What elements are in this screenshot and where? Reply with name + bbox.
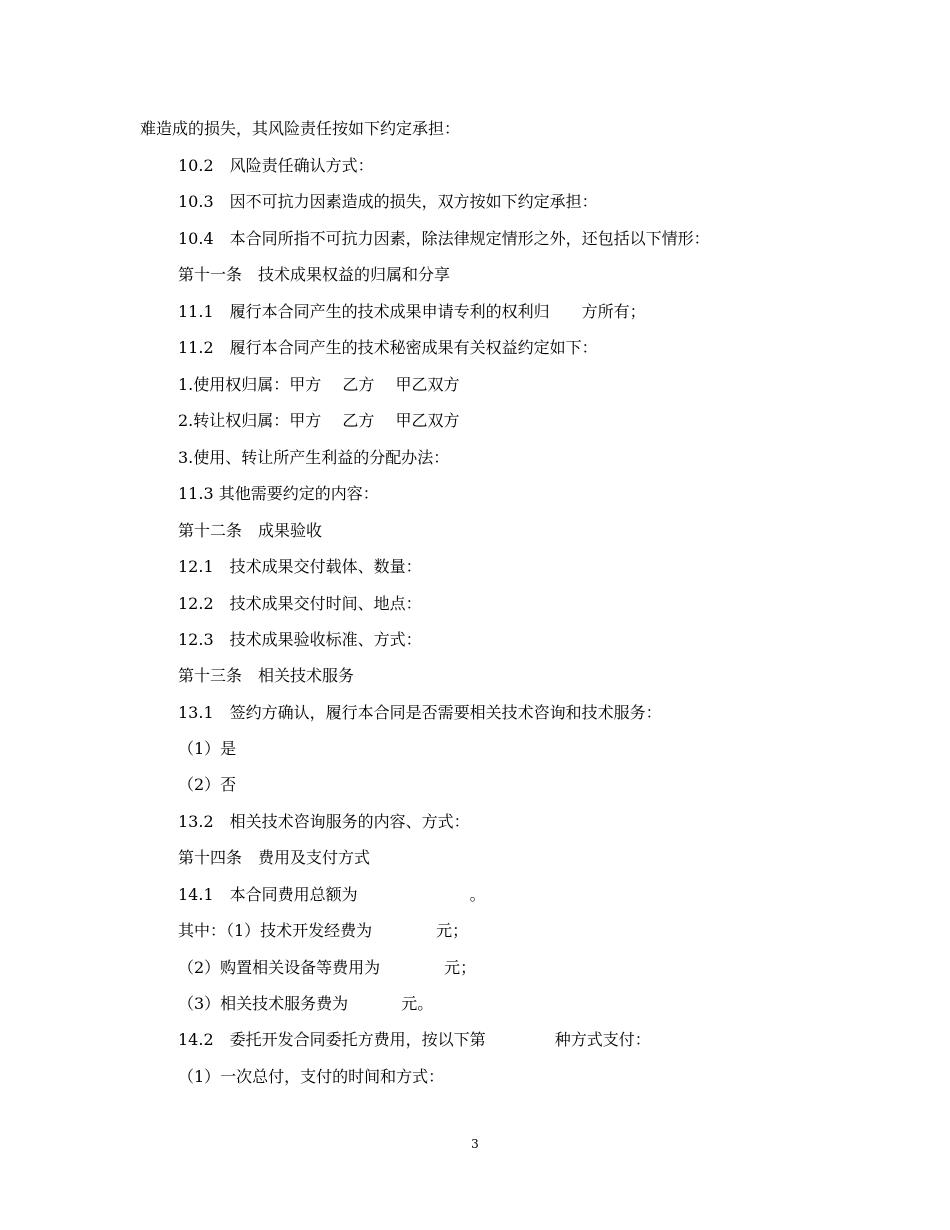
section-heading: 第十一条 技术成果权益的归属和分享 <box>178 265 451 284</box>
text-line: 其中：（1）技术开发经费为 元； <box>178 921 469 940</box>
text-line: 14.1 本合同费用总额为 。 <box>178 885 486 904</box>
text-line: 10.3 因不可抗力因素造成的损失，双方按如下约定承担： <box>178 192 598 211</box>
text-line: （3）相关技术服务费为 元。 <box>178 994 434 1013</box>
text-line: 10.2 风险责任确认方式： <box>178 156 374 175</box>
text-line: 12.3 技术成果验收标准、方式： <box>178 630 422 649</box>
text-line: （2）购置相关设备等费用为 元； <box>178 958 477 977</box>
text-line: 2.转让权归属：甲方 乙方 甲乙双方 <box>178 411 460 430</box>
text-line: 11.2 履行本合同产生的技术秘密成果有关权益约定如下： <box>178 338 598 357</box>
text-line: 13.1 签约方确认，履行本合同是否需要相关技术咨询和技术服务： <box>178 703 662 722</box>
text-line: 14.2 委托开发合同委托方费用，按以下第 种方式支付： <box>178 1030 651 1049</box>
text-line: （2）否 <box>178 775 237 794</box>
section-heading: 第十四条 费用及支付方式 <box>178 848 371 867</box>
text-line: 12.2 技术成果交付时间、地点： <box>178 594 422 613</box>
text-line: 1.使用权归属：甲方 乙方 甲乙双方 <box>178 375 460 394</box>
text-line: （1）是 <box>178 739 237 758</box>
text-line: 难造成的损失，其风险责任按如下约定承担： <box>140 119 461 138</box>
text-line: 3.使用、转让所产生利益的分配办法： <box>178 448 450 467</box>
section-heading: 第十二条 成果验收 <box>178 521 323 540</box>
section-heading: 第十三条 相关技术服务 <box>178 666 355 685</box>
page-number: 3 <box>471 1137 479 1151</box>
text-line: 10.4 本合同所指不可抗力因素，除法律规定情形之外，还包括以下情形： <box>178 229 710 248</box>
text-line: 11.1 履行本合同产生的技术成果申请专利的权利归 方所有； <box>178 302 646 321</box>
text-line: 13.2 相关技术咨询服务的内容、方式： <box>178 812 470 831</box>
text-line: 12.1 技术成果交付载体、数量： <box>178 557 422 576</box>
text-line: （1）一次总付，支付的时间和方式： <box>178 1067 445 1086</box>
text-line: 11.3 其他需要约定的内容： <box>178 484 379 503</box>
